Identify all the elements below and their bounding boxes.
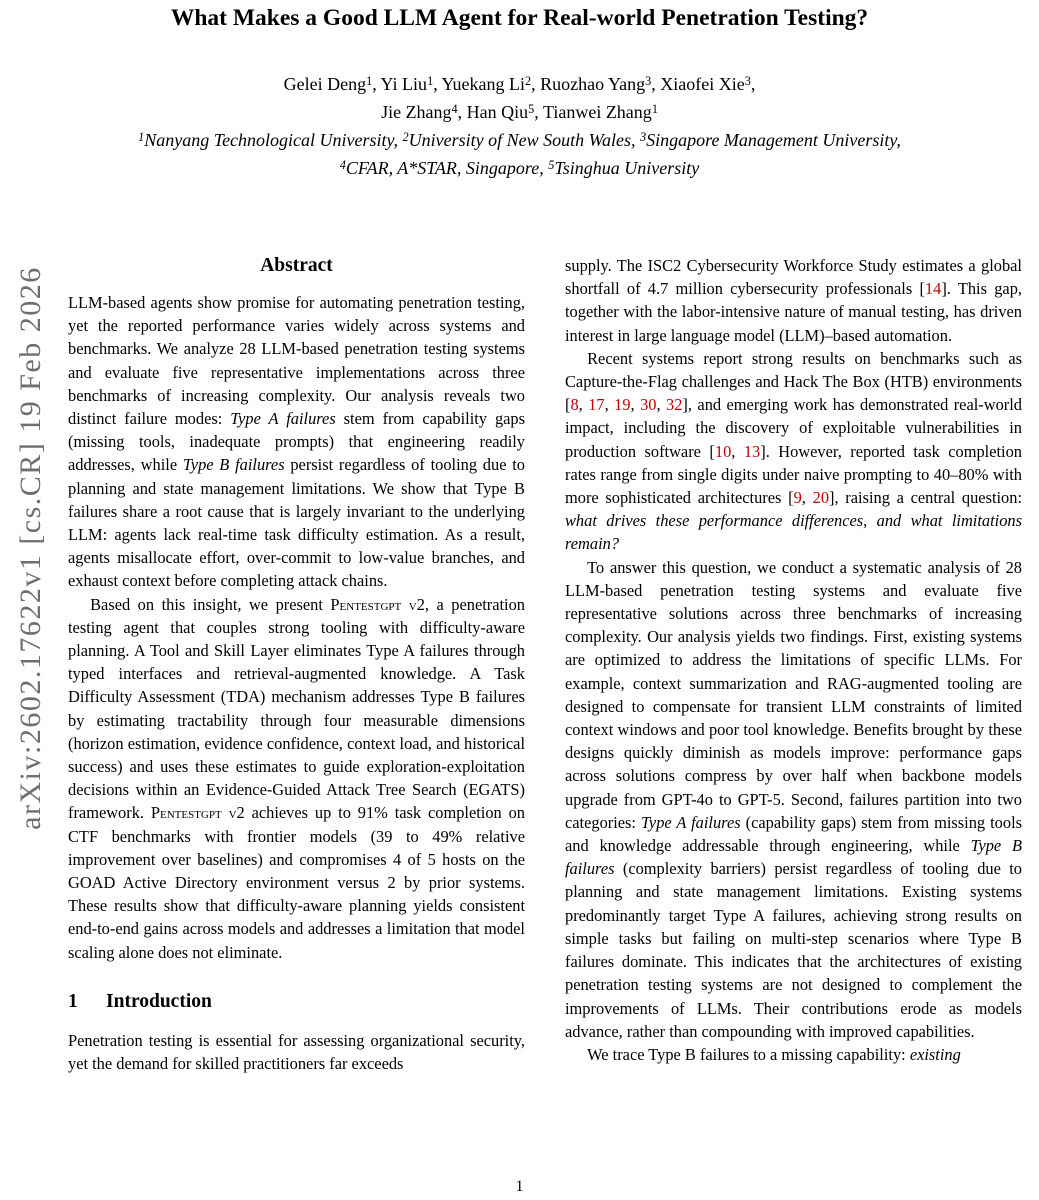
section-heading-introduction (68, 990, 525, 1014)
text-segment: stem from capability gaps (missing tools, inadequate prompts) that engineering readily addresses, while (68, 409, 526, 475)
left-column (68, 254, 525, 1075)
superscript: 2 (402, 129, 409, 144)
citation-link[interactable]: 32 (666, 395, 683, 415)
citation-link[interactable]: 19 (614, 395, 631, 415)
text-segment: persist regardless of tooling due to planning and state management limitations. We show that Type B failures share a root cause that is largely invariant to the underlying LLM: agents lack real-time task difficulty estimation. As a result, agents misallocate effort, over-commit to low-value branches, and exhaust context before completing attack chains. (68, 455, 525, 591)
text-segment: , (750, 74, 756, 94)
citation-link[interactable]: 30 (640, 395, 657, 415)
smallcaps-text: Pentestgpt v2 (330, 594, 425, 614)
text-segment: Singapore Management University, (646, 130, 901, 150)
text-segment: ]. This gap, together with the labor-intensive nature of manual testing, has driven interest in large language model (LLM)–based automation. (565, 279, 1022, 345)
citation-link[interactable]: 20 (812, 488, 830, 508)
text-segment: Gelei Deng (283, 74, 367, 94)
superscript: 1 (138, 129, 145, 144)
smallcaps-text: Pentestgpt v2 (150, 803, 245, 823)
right-paragraph-4 (565, 1043, 1022, 1066)
text-segment: achieves up to 91% task completion on CTF benchmarks with frontier models (39 to 49% relative improvement over baselines) and compromises 4 of 5 hosts on the GOAD Active Directory environment versus 2 by prior systems. These results show that difficulty-aware planning yields consistent end-to-end gains across models and addresses a limitation that model scaling alone does not eliminate. (68, 803, 525, 962)
text-segment: , Yuekang Li (433, 74, 525, 94)
section-title: Introduction (106, 990, 212, 1012)
paper-title: What Makes a Good LLM Agent for Real-world Penetration Testing? (170, 5, 869, 31)
right-paragraph-2 (565, 347, 1022, 556)
author-line-1 (0, 70, 1039, 98)
text-segment: , (630, 395, 641, 415)
citation-link[interactable]: 17 (588, 395, 605, 415)
superscript: 2 (525, 73, 532, 88)
citation-link[interactable]: 9 (793, 488, 802, 508)
text-segment: ]. However, reported task completion rates range from single digits under naive prompting to 40–80% with more sophisticated architectures [ (565, 441, 1022, 508)
text-segment: Based on this insight, we present (90, 594, 331, 614)
text-segment: Recent systems report strong results on benchmarks such as Capture-the-Flag challenges and Hack The Box (HTB) environments [ (565, 348, 1022, 415)
text-segment: ], raising a central question: (829, 488, 1023, 508)
citation-link[interactable]: 8 (570, 395, 579, 415)
superscript: 5 (548, 157, 555, 172)
superscript: 4 (451, 101, 458, 116)
text-segment: To answer this question, we conduct a systematic analysis of 28 LLM-based penetration testing systems and evaluate five representative solutions across three benchmarks of increasing complexity. Our analysis yields two findings. First, existing systems are optimized to address the limitations of specific LLMs. For example, context summarization and RAG-augmented tooling are designed to compensate for transient LLM constraints of limited context windows and poor tool knowledge. Benefits brought by these designs quickly diminish as models improve: performance gaps across solutions compress by over half when backbone models upgrade from GPT-4o to GPT-5. Second, failures partition into two categories: (565, 557, 1022, 832)
italic-text: what drives these performance differences, and what limitations remain? (565, 511, 1022, 554)
right-column (565, 254, 1022, 1066)
superscript: 4 (339, 157, 346, 172)
text-segment: Tsinghua University (554, 158, 700, 178)
authors-block (0, 70, 1039, 182)
affiliation-line-2 (0, 154, 1039, 182)
citation-link[interactable]: 14 (924, 279, 942, 299)
text-segment: , Han Qiu (457, 102, 529, 122)
italic-text: Type B failures (565, 836, 1022, 879)
two-column-body (68, 254, 1022, 1075)
text-segment: CFAR, A*STAR, Singapore, (345, 158, 549, 178)
paper-header (0, 0, 1039, 182)
affiliation-line-1 (0, 126, 1039, 154)
arxiv-watermark: arXiv:2602.17622v1 [cs.CR] 19 Feb 2026 (14, 266, 47, 830)
superscript: 1 (427, 73, 434, 88)
text-segment: We trace Type B failures to a missing capability: (587, 1044, 910, 1064)
abstract-paragraph-2 (68, 593, 525, 964)
intro-paragraph-1 (68, 1029, 525, 1075)
citation-link[interactable]: 10 (714, 441, 732, 461)
citation-link[interactable]: 13 (743, 441, 761, 461)
italic-text: Type A failures (230, 409, 336, 429)
abstract-paragraph-1 (68, 291, 525, 593)
text-segment: , Xiaofei Xie (651, 74, 745, 94)
text-segment: ], and emerging work has demonstrated real-world impact, including the discovery of exploitable vulnerabilities in production software [ (565, 395, 1022, 461)
superscript: 3 (744, 73, 751, 88)
text-segment: University of New South Wales, (408, 130, 640, 150)
page-number: 1 (515, 1178, 524, 1195)
text-segment: , (578, 395, 589, 415)
text-segment: Nanyang Technological University, (144, 130, 403, 150)
text-segment: (capability gaps) stem from missing tools and knowledge addressable through engineering, while (565, 812, 1022, 856)
text-segment: supply. The ISC2 Cybersecurity Workforce Study estimates a global shortfall of 4.7 million cybersecurity professionals [ (565, 256, 1022, 299)
superscript: 5 (528, 101, 535, 116)
right-paragraph-3 (565, 556, 1022, 1043)
text-segment: , Ruozhao Yang (531, 74, 646, 94)
text-segment: , (801, 488, 813, 508)
author-line-2 (0, 98, 1039, 126)
text-segment: Penetration testing is essential for assessing organizational security, yet the demand for skilled practitioners far exceeds (68, 1030, 525, 1074)
text-segment: , Yi Liu (372, 74, 428, 94)
text-segment: , (656, 395, 667, 415)
text-segment: Jie Zhang (381, 102, 452, 122)
superscript: 1 (651, 101, 658, 116)
text-segment: , (731, 441, 744, 461)
text-segment: LLM-based agents show promise for automating penetration testing, yet the reported performance varies widely across systems and benchmarks. We analyze 28 LLM-based penetration testing systems and evaluate five representative implementations across three benchmarks of increasing complexity. Our analysis reveals two distinct failure modes: (68, 293, 525, 429)
text-segment: , (604, 395, 615, 415)
text-segment: , Tianwei Zhang (534, 102, 652, 122)
text-segment: , a penetration testing agent that couples strong tooling with difficulty-aware planning. A Tool and Skill Layer eliminates Type A failures through typed interfaces and retrieval-augmented knowledge. A Task Difficulty Assessment (TDA) mechanism addresses Type B failures by estimating tractability through four measurable dimensions (horizon estimation, evidence confidence, context load, and historical success) and uses these estimates to guide exploration-exploitation decisions within an Evidence-Guided Attack Tree Search (EGATS) framework. (68, 594, 526, 823)
italic-text: existing (909, 1044, 961, 1064)
right-paragraph-1 (565, 254, 1022, 347)
italic-text: Type B failures (182, 455, 285, 475)
superscript: 3 (639, 129, 647, 144)
superscript: 1 (366, 73, 373, 88)
italic-text: Type A failures (641, 812, 741, 832)
section-number: 1 (68, 990, 78, 1012)
text-segment: (complexity barriers) persist regardless of tooling due to planning and state management limitations. Existing systems predominantly target Type A failures, achieving strong results on simple tasks but failing on multi-step scenarios where Type B failures dominate. This indicates that the architectures of existing penetration testing systems are not designed to complement the improvements of LLMs. Their contributions erode as models advance, rather than compounding with improved capabilities. (565, 859, 1022, 1041)
superscript: 3 (645, 73, 652, 88)
abstract-heading: Abstract (260, 255, 333, 276)
